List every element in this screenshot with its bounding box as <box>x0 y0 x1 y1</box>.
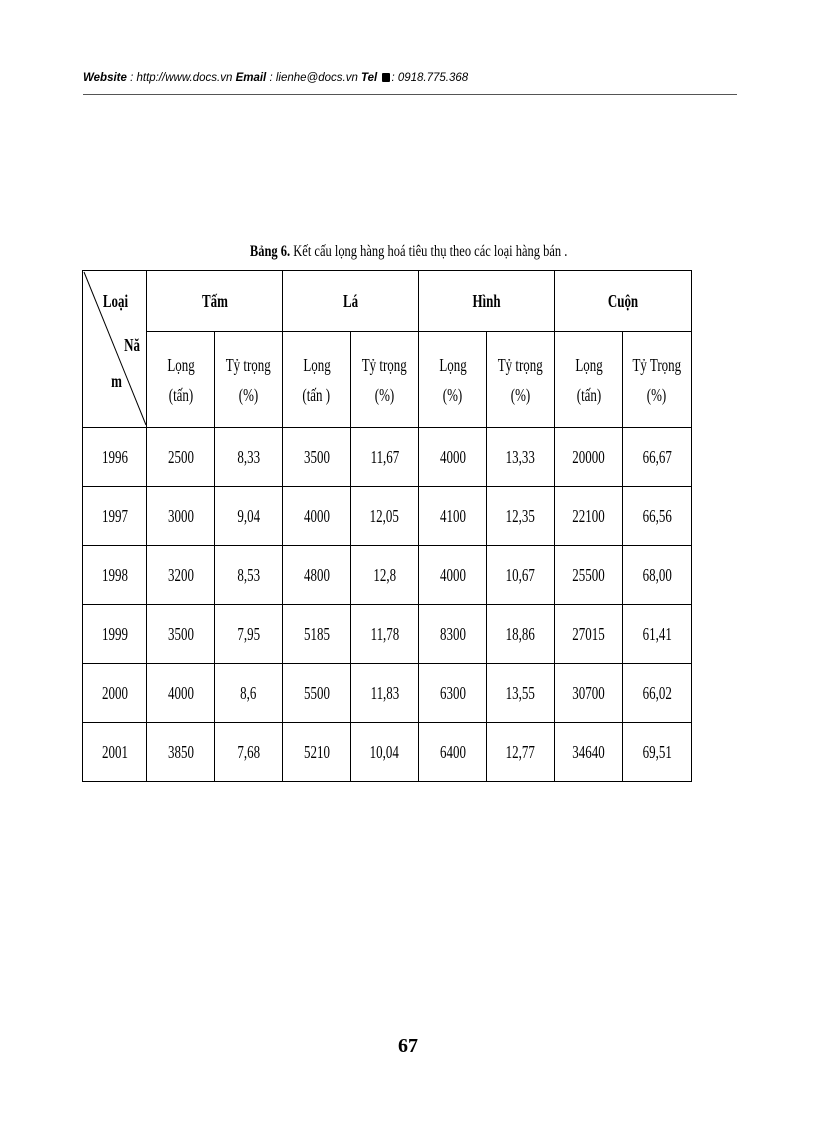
subheader-unit: (%) <box>238 384 259 405</box>
table-cell <box>283 605 351 664</box>
year-value: 1996 <box>101 446 128 467</box>
table-cell <box>215 605 283 664</box>
cell-value: 4000 <box>439 564 466 585</box>
table-row <box>83 487 692 546</box>
cell-value: 8,33 <box>237 446 260 467</box>
cell-value: 34640 <box>572 741 605 762</box>
cell-value: 3850 <box>167 741 194 762</box>
year-value: 2001 <box>101 741 128 762</box>
subheader-cell <box>283 332 351 428</box>
table-row <box>83 664 692 723</box>
year-cell <box>83 664 147 723</box>
subheader-unit: (tấn ) <box>302 384 331 405</box>
page-number: 67 <box>398 1035 418 1057</box>
cell-value: 6300 <box>439 682 466 703</box>
table-cell <box>623 428 692 487</box>
data-table <box>82 270 692 782</box>
cell-value: 3200 <box>167 564 194 585</box>
table-cell <box>555 664 623 723</box>
subheader-cell <box>419 332 487 428</box>
subheader-label: Tỷ Trọng <box>632 354 682 375</box>
table-cell <box>555 723 623 782</box>
subheader-cell <box>147 332 215 428</box>
year-cell <box>83 605 147 664</box>
table-cell <box>419 428 487 487</box>
table-cell <box>351 546 419 605</box>
table-cell <box>351 428 419 487</box>
group-header-label: Cuộn <box>607 290 638 311</box>
table-cell <box>283 723 351 782</box>
table-cell <box>555 487 623 546</box>
table-cell <box>351 664 419 723</box>
cell-value: 7,95 <box>237 623 260 644</box>
corner-label-year-1: Nă <box>124 335 140 355</box>
subheader-unit: (%) <box>647 384 667 405</box>
subheader-label: Lọng <box>574 354 603 375</box>
table-cell <box>623 487 692 546</box>
cell-value: 5210 <box>303 741 330 762</box>
cell-value: 20000 <box>572 446 605 467</box>
table-cell <box>487 664 555 723</box>
table-cell <box>147 428 215 487</box>
cell-value: 66,02 <box>642 682 672 703</box>
email-label: Email <box>235 72 267 84</box>
cell-value: 11,83 <box>370 682 399 703</box>
cell-value: 6400 <box>439 741 466 762</box>
subheader-unit: (tấn) <box>576 384 601 405</box>
corner-header-cell <box>83 271 147 428</box>
cell-value: 2500 <box>167 446 194 467</box>
table-cell <box>419 546 487 605</box>
subheader-label: Lọng <box>302 354 331 375</box>
cell-value: 12,77 <box>505 741 536 762</box>
table-cell <box>351 605 419 664</box>
caption-text: Kết cấu lọng hàng hoá tiêu thụ theo các loại hàng bán . <box>293 243 568 260</box>
group-header <box>555 271 692 332</box>
table-cell <box>623 546 692 605</box>
cell-value: 18,86 <box>505 623 536 644</box>
table-cell <box>283 487 351 546</box>
subheader-unit: (%) <box>510 384 531 405</box>
table-cell <box>215 428 283 487</box>
table-caption <box>90 243 726 261</box>
cell-value: 10,04 <box>369 741 400 762</box>
year-cell <box>83 546 147 605</box>
subheader-cell <box>623 332 692 428</box>
table-cell <box>215 664 283 723</box>
cell-value: 9,04 <box>237 505 260 526</box>
table-cell <box>147 605 215 664</box>
table-cell <box>215 487 283 546</box>
year-value: 1999 <box>101 623 128 644</box>
website-value: : http://www.docs.vn <box>130 72 233 84</box>
website-label: Website <box>83 72 127 84</box>
year-value: 2000 <box>101 682 128 703</box>
corner-label-type: Loại <box>102 291 129 311</box>
cell-value: 8,6 <box>240 682 257 703</box>
table-cell <box>487 428 555 487</box>
cell-value: 3500 <box>303 446 330 467</box>
group-header <box>147 271 283 332</box>
cell-value: 61,41 <box>642 623 672 644</box>
cell-value: 7,68 <box>237 741 260 762</box>
year-cell <box>83 428 147 487</box>
cell-value: 11,78 <box>370 623 399 644</box>
table-row <box>83 723 692 782</box>
email-value: : lienhe@docs.vn <box>269 72 358 84</box>
table-cell <box>419 664 487 723</box>
cell-value: 5500 <box>303 682 330 703</box>
cell-value: 5185 <box>303 623 330 644</box>
cell-value: 3000 <box>167 505 194 526</box>
table-cell <box>555 546 623 605</box>
table-row <box>83 428 692 487</box>
table-cell <box>623 605 692 664</box>
table-cell <box>623 723 692 782</box>
table-cell <box>419 605 487 664</box>
cell-value: 13,33 <box>505 446 536 467</box>
year-cell <box>83 487 147 546</box>
table-row <box>83 546 692 605</box>
table-cell <box>283 546 351 605</box>
subheader-unit: (%) <box>442 384 463 405</box>
cell-value: 25500 <box>572 564 605 585</box>
subheader-cell <box>351 332 419 428</box>
subheader-label: Tỷ trọng <box>362 354 407 375</box>
cell-value: 22100 <box>572 505 605 526</box>
cell-value: 4100 <box>439 505 466 526</box>
subheader-label: Lọng <box>166 354 195 375</box>
table-cell <box>351 723 419 782</box>
subheader-unit: (tấn) <box>168 384 193 405</box>
table-cell <box>147 664 215 723</box>
cell-value: 8,53 <box>237 564 260 585</box>
table-cell <box>487 605 555 664</box>
group-header <box>283 271 419 332</box>
table-cell <box>215 723 283 782</box>
phone-icon <box>382 73 390 82</box>
corner-label-year-2: m <box>111 371 122 391</box>
group-header <box>419 271 555 332</box>
cell-value: 4000 <box>167 682 194 703</box>
cell-value: 12,35 <box>505 505 536 526</box>
table-cell <box>555 428 623 487</box>
table-cell <box>487 546 555 605</box>
table-cell <box>283 428 351 487</box>
cell-value: 68,00 <box>642 564 672 585</box>
year-value: 1997 <box>101 505 128 526</box>
page-header <box>83 72 737 95</box>
table-cell <box>623 664 692 723</box>
table-row <box>83 605 692 664</box>
table-cell <box>147 723 215 782</box>
caption-label: Bảng 6. <box>249 243 291 260</box>
subheader-label: Lọng <box>438 354 467 375</box>
cell-value: 66,67 <box>642 446 672 467</box>
table-cell <box>147 546 215 605</box>
group-header-label: Tấm <box>201 290 228 311</box>
cell-value: 4000 <box>303 505 330 526</box>
subheader-label: Tỷ trọng <box>226 354 271 375</box>
table-cell <box>555 605 623 664</box>
subheader-cell <box>215 332 283 428</box>
group-header-label: Lá <box>342 290 359 311</box>
cell-value: 11,67 <box>370 446 399 467</box>
cell-value: 12,05 <box>369 505 400 526</box>
table-cell <box>487 487 555 546</box>
subheader-unit: (%) <box>374 384 395 405</box>
table-cell <box>147 487 215 546</box>
subheader-cell <box>555 332 623 428</box>
cell-value: 69,51 <box>642 741 672 762</box>
table-cell <box>419 487 487 546</box>
year-cell <box>83 723 147 782</box>
subheader-label: Tỷ trọng <box>498 354 543 375</box>
table-cell <box>351 487 419 546</box>
group-header-label: Hình <box>472 290 501 311</box>
year-value: 1998 <box>101 564 128 585</box>
cell-value: 30700 <box>572 682 605 703</box>
cell-value: 4000 <box>439 446 466 467</box>
cell-value: 13,55 <box>505 682 536 703</box>
cell-value: 8300 <box>439 623 466 644</box>
cell-value: 12,8 <box>373 564 396 585</box>
table-cell <box>487 723 555 782</box>
table-cell <box>419 723 487 782</box>
tel-label: Tel <box>361 72 378 84</box>
cell-value: 66,56 <box>642 505 672 526</box>
cell-value: 4800 <box>303 564 330 585</box>
table-cell <box>283 664 351 723</box>
tel-value: : 0918.775.368 <box>391 72 469 84</box>
cell-value: 27015 <box>572 623 605 644</box>
table-cell <box>215 546 283 605</box>
subheader-cell <box>487 332 555 428</box>
cell-value: 10,67 <box>505 564 536 585</box>
cell-value: 3500 <box>167 623 194 644</box>
